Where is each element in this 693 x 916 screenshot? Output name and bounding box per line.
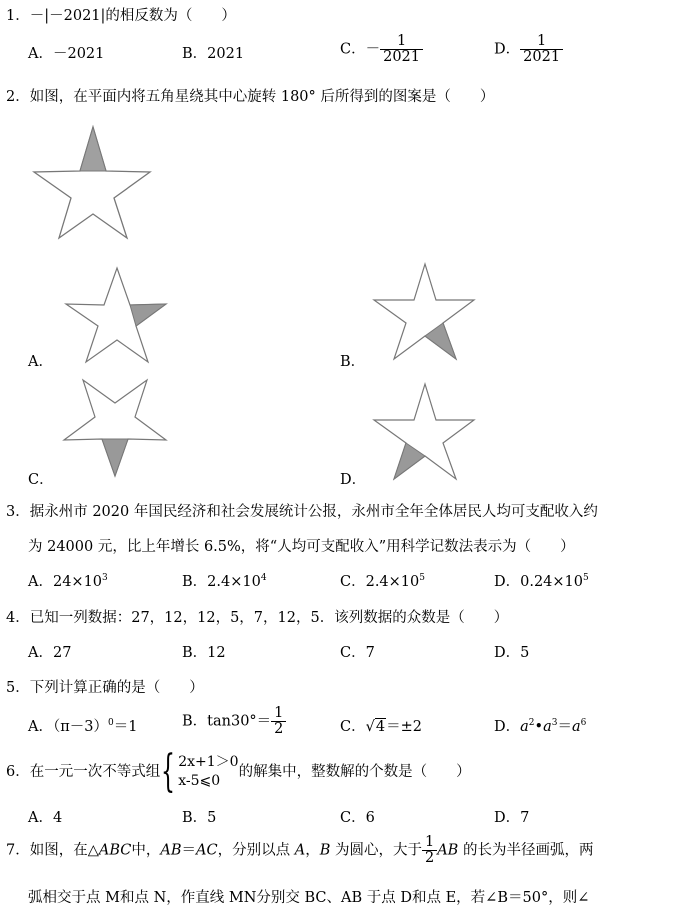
- q1-option-d-label: D．: [494, 41, 521, 58]
- q5-option-d-var1: a: [520, 719, 529, 735]
- q5-option-c[interactable]: [340, 715, 422, 736]
- q2-stem: [6, 85, 494, 106]
- fraction-denominator: 2: [274, 721, 284, 738]
- q5-stem: 5．下列计算正确的是（ ）: [6, 680, 204, 696]
- q7-text-mid3: 为圆心，大于: [330, 842, 422, 859]
- q6-option-c[interactable]: C．6: [340, 810, 375, 826]
- q3-option-a-text: A．24×10: [28, 574, 103, 590]
- fraction-numerator: 1: [520, 34, 563, 50]
- q2-option-c-label[interactable]: C．: [28, 472, 54, 488]
- q3-option-d-exponent: 5: [583, 573, 589, 584]
- q7-text-post: 的长为半径画弧，两: [458, 842, 594, 859]
- q5-option-a[interactable]: [28, 715, 137, 736]
- q6-option-d[interactable]: D．7: [494, 810, 530, 826]
- q6-option-b[interactable]: B．5: [182, 810, 217, 826]
- q4-option-d[interactable]: D．5: [494, 645, 530, 661]
- q1-option-c[interactable]: [340, 34, 423, 65]
- q5-option-a-exponent: 0: [107, 718, 114, 729]
- q6-text-post: 的解集中，整数解的个数是（ ）: [238, 764, 471, 780]
- q5-option-c-label: C．: [340, 719, 366, 735]
- fraction-numerator: 1: [271, 706, 286, 722]
- q5-option-d-equals: ＝: [557, 719, 572, 735]
- q4-option-b[interactable]: B．12: [182, 645, 226, 661]
- q5-option-b-text: B．tan30°＝: [182, 713, 272, 730]
- q7-triangle-name: ABC: [98, 842, 132, 859]
- q3-option-a-exponent: 3: [102, 573, 108, 584]
- q7-text-pre: 7．如图，在△: [6, 842, 99, 859]
- q7-comma: ，: [305, 842, 320, 859]
- q5-option-c-radicand: 4: [375, 719, 386, 735]
- q7-stem-line2: 弧相交于点 M和点 N，作直线 MN分别交 BC、AB 于点 D和点 E，若∠B＝50°，则∠: [28, 890, 590, 906]
- q3-option-c-text: C．2.4×10: [340, 574, 420, 590]
- q4-option-a[interactable]: A．27: [28, 645, 72, 661]
- inequality-1: 2x+1＞0: [178, 754, 239, 771]
- q7-point-a: A: [294, 842, 306, 859]
- square-root-icon: √4: [365, 719, 386, 735]
- q1-number: 1．: [6, 8, 30, 24]
- q7-point-b: B: [319, 842, 331, 859]
- q6-option-a[interactable]: A．4: [28, 810, 63, 826]
- q7-equals: ＝: [181, 842, 197, 859]
- q2-option-b-star[interactable]: [370, 262, 478, 362]
- q3-option-a[interactable]: [28, 570, 108, 591]
- q3-option-d[interactable]: [494, 570, 589, 591]
- q6-text-pre: 6．在一元一次不等式组: [6, 764, 161, 780]
- q3-stem-line1: 3．据永州市 2020 年国民经济和社会发展统计公报，永州市全年全体居民人均可支配收入约: [6, 504, 598, 520]
- q2-option-a-label[interactable]: A．: [28, 354, 53, 370]
- q3-option-d-text: D．0.24×10: [494, 574, 584, 590]
- q2-option-b-label[interactable]: B．: [340, 354, 366, 370]
- q5-option-d-exp3: 6: [580, 718, 587, 729]
- q5-option-c-tail: ＝±2: [386, 719, 422, 735]
- q7-segment-ac: AC: [196, 842, 218, 859]
- inequality-system: [178, 753, 238, 791]
- fraction-numerator: 1: [380, 34, 423, 50]
- q7-stem-line1: [6, 835, 593, 866]
- q5-option-b-fraction: [271, 706, 286, 737]
- q1-option-d-fraction: [520, 34, 563, 65]
- q5-option-d-exp1: 2: [528, 718, 535, 729]
- q2-number: 2．: [6, 89, 30, 105]
- q2-option-a-star[interactable]: [62, 266, 167, 366]
- q4-option-c[interactable]: C．7: [340, 645, 375, 661]
- fraction-denominator: 2: [424, 850, 435, 867]
- q7-text-mid2: ，分别以点: [217, 842, 295, 859]
- q5-option-a-text: A．（π－3）: [28, 719, 108, 735]
- q2-text: 如图，在平面内将五角星绕其中心旋转 180° 后所得到的图案是（ ）: [29, 89, 495, 105]
- q5-option-d-exp2: 3: [551, 718, 558, 729]
- q2-option-d-label[interactable]: D．: [340, 472, 367, 488]
- q7-fraction: [422, 835, 437, 866]
- q2-option-d-star[interactable]: [370, 382, 478, 482]
- q5-option-b[interactable]: [182, 706, 286, 737]
- q5-option-a-tail: ＝1: [113, 719, 138, 735]
- q1-option-d[interactable]: [494, 34, 563, 65]
- q3-stem-line2: 为 24000 元，比上年增长 6.5%，将“人均可支配收入”用科学记数法表示为（ ）: [28, 539, 575, 555]
- q1-option-a[interactable]: A．－2021: [28, 46, 105, 62]
- fraction-denominator: 2021: [383, 49, 421, 66]
- q6-stem: [6, 746, 471, 797]
- q2-option-c-star[interactable]: [60, 376, 168, 478]
- q3-option-c[interactable]: [340, 570, 425, 591]
- q3-option-b-exponent: 4: [260, 573, 267, 584]
- q5-option-d-dot: •: [534, 719, 544, 735]
- q5-option-d-label: D．: [494, 719, 521, 735]
- q1-text: －|－2021|的相反数为（ ）: [29, 8, 236, 24]
- q5-option-d-var3: a: [571, 719, 581, 735]
- q1-option-c-fraction: [380, 34, 423, 65]
- q5-option-d-var2: a: [543, 719, 552, 735]
- q1-stem: [6, 4, 236, 25]
- q7-segment-ab: AB: [160, 842, 182, 859]
- q4-stem: 4．已知一列数据：27，12，12，5，7，12，5．该列数据的众数是（ ）: [6, 610, 509, 626]
- q5-option-d[interactable]: [494, 715, 586, 736]
- q3-option-b-text: B．2.4×10: [182, 574, 261, 590]
- original-star-figure: [30, 125, 150, 240]
- fraction-numerator: 1: [422, 835, 437, 851]
- q7-segment-ab-2: AB: [437, 842, 459, 859]
- inequality-2: x-5⩽0: [178, 773, 221, 789]
- brace-icon: {: [161, 746, 176, 797]
- q1-option-c-label: C．－: [340, 41, 381, 58]
- q3-option-b[interactable]: [182, 570, 267, 591]
- q7-text-mid1: 中，: [131, 842, 161, 859]
- q3-option-c-exponent: 5: [419, 573, 425, 584]
- q1-option-b[interactable]: B．2021: [182, 46, 245, 62]
- fraction-denominator: 2021: [523, 49, 561, 66]
